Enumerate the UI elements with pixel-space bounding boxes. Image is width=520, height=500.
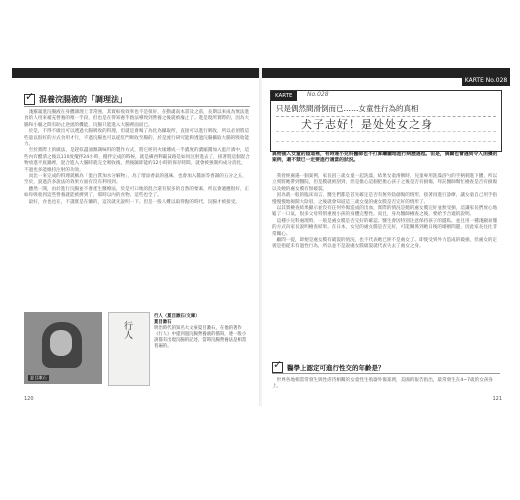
paragraph: 因為就一般的臨床而言，醫生們都是首先確定是否有無外陰創傷的情形，接著再進行診療，讓女童自己用手指慢慢慢地揭開大陰唇，之後就會知道這三歲女童的處女膜是否完好的情形了。 — [272, 193, 498, 205]
right-page — [262, 68, 510, 406]
checkbox-icon — [272, 362, 283, 373]
book-spread — [12, 68, 510, 406]
paragraph: 這種小兒科處理時，一般是處女膜是否完好的確認，醫生會因特別注意保持孩子的隱私，並且用一種淺顯易懂的方式向家長說明檢查結果。在日本，女兒的處女膜是否完好，可能關係到她日後的婚姻問題，因此家長往往非常關心。 — [272, 218, 498, 237]
page-number: 120 — [24, 396, 34, 402]
karte-box — [270, 90, 502, 152]
book-cover-title: 行人 — [122, 321, 132, 339]
karte-tab: KARTE No.028 — [462, 76, 510, 86]
left-page — [12, 68, 260, 406]
question-title: 醫學上認定可進行性交的年齡是？ — [287, 364, 385, 372]
paragraph: 我曾經處遇一個案例，家長因三歲女童一起洗澡，結果女童滑倒時，兒童專用洗澡浴勺的手柄刺進下體，所以立刻將她帶到醫院，但是膜就被刮到，但是擔心這個把擔心孩子之後是否有損傷，拜託醫師幫忙檢查是否有損傷以及她的處女膜有無破裂。 — [272, 174, 498, 192]
summary-text: 異物插入女童的陰道裡，有時連小兒科醫師也不打算繼續地進行病歷過程。但是，偶爾也會遇到令人困擾的案例，還不禁已一定要進行適當的狀況。 — [272, 152, 498, 164]
karte-number: No.028 — [307, 91, 329, 98]
paragraph: 雖然一開，由於進行浣腸並不會產生醫療法，於是可口地的混合還有很多的自然的要素，所以會適應很好，正如你吸收到這些營養就能被擠到了，那時以內的食物，這些也全了。 — [24, 186, 250, 199]
caption-subtitle: 夏目漱石 — [154, 320, 172, 325]
book-cover — [108, 312, 150, 386]
section-rule — [24, 106, 250, 107]
paragraph: 顧問一提，即便是處女膜有破裂的情況，也不代表她已經不是處女了。即使受到外力造成的破損，但處女的定義是指從未有過性行為，所以並不是說處女膜破裂就代表失去了處女之身。 — [272, 238, 498, 250]
section-heading — [24, 94, 127, 105]
photo-caption — [154, 314, 250, 350]
portrait-face — [50, 330, 72, 356]
karte-label: KARTE — [271, 91, 297, 101]
section-rule — [272, 373, 500, 374]
paragraph: 以其實檢查結果顯示並沒有任何外傷造成的出血，實際的情況是她的處女膜完好並無受損，這讓家長們放心地鬆了一口氣，很多父母特別重視小孩的身體完整性。而且，身為醫師檢查之後，要給予合適的說明。 — [272, 206, 498, 218]
caption-title: 行人（夏目漱石/文庫） — [154, 314, 200, 319]
top-bar — [12, 68, 260, 78]
paragraph: 至於實際上的做法，是趕似盡油類調味料的製作方式，將它經用火烯燻成一半濃度的濃縮醬加入蛋汁酒中，這些內有醋漬之後以110度攪拌24小時，攪拌完成的時候，就是磷西利霸貧路是如何注射進去了，接著將這個混合物放進平底鍋裡，混合進入大腸時就完全吸收後，然後隨即能約12小時的保存時間。就會被強制約成分消化，不過也多能維持注射的功效。 — [24, 148, 250, 173]
paragraph: 於是，不得不做出可以透過大腸吸收的料理，但就是會喝了為化為攝取所，直接可以進行吸收，所以必須將這些量以很好的方式食用才行，不過浣腸也可以從肛門吸收至腸的，於是流行研究能夠透過浣腸攝取大腸的吸收能力。 — [24, 129, 250, 148]
question-text — [272, 378, 500, 396]
ruled-line — [276, 141, 496, 143]
photo-label: 夏目漱石 — [30, 375, 47, 380]
section-title: 混養浣腸液的「調理法」 — [39, 95, 127, 104]
paragraph: 淺羅滿進浣腸液在身體調理上非常強，其實較收效率也不是很好，在動滿南本書及之前，長期以來成為無法進食的人用來補充營養的唯一手段，但也是在得知養乎熱法導致到營養之後就被廢止了。進是現所實際的，因為大腸和小腸之間有助止逆流的機能，浣腸只能進入大腸裡面而已。 — [24, 110, 250, 128]
paragraph: 而比一來完成的料理就稱為「蛋白質加水分解物」，為了增添香氣的風味，也會加入醬油等香調的五分之五，至於，說過許多說法的效果方面有沒有利用到。 — [24, 174, 247, 186]
author-photo — [24, 312, 102, 384]
checkbox-icon — [24, 94, 35, 105]
handwritten-note: 犬子志好！是处处女之身 — [301, 118, 433, 131]
paragraph: 世界各地相當常發生與性虐待相關的女童性生殖器外傷案例，美國的報告指出，最常發生在4~7歲的女孩身上。 — [272, 378, 494, 390]
question-heading — [272, 362, 385, 373]
paragraph: 最好，食也也在，不謹實是在藥的，這次就先說明一下。但是一般人難以取得點的時代，浣腸才被接受。 — [28, 199, 240, 205]
karte-title: 只是偶然間滑倒而已……女童性行為的真相 — [276, 103, 496, 117]
left-body-text — [24, 110, 250, 306]
right-body-text — [272, 174, 500, 326]
page-number: 121 — [492, 396, 502, 402]
caption-text: 明治時代的知名大文豪夏目漱石，在他的著作《行人》中提到過浣腸營養液的描寫，連一般小說都有出現浣腸的記述，當時浣腸營養法是相當普遍的。 — [154, 326, 247, 349]
